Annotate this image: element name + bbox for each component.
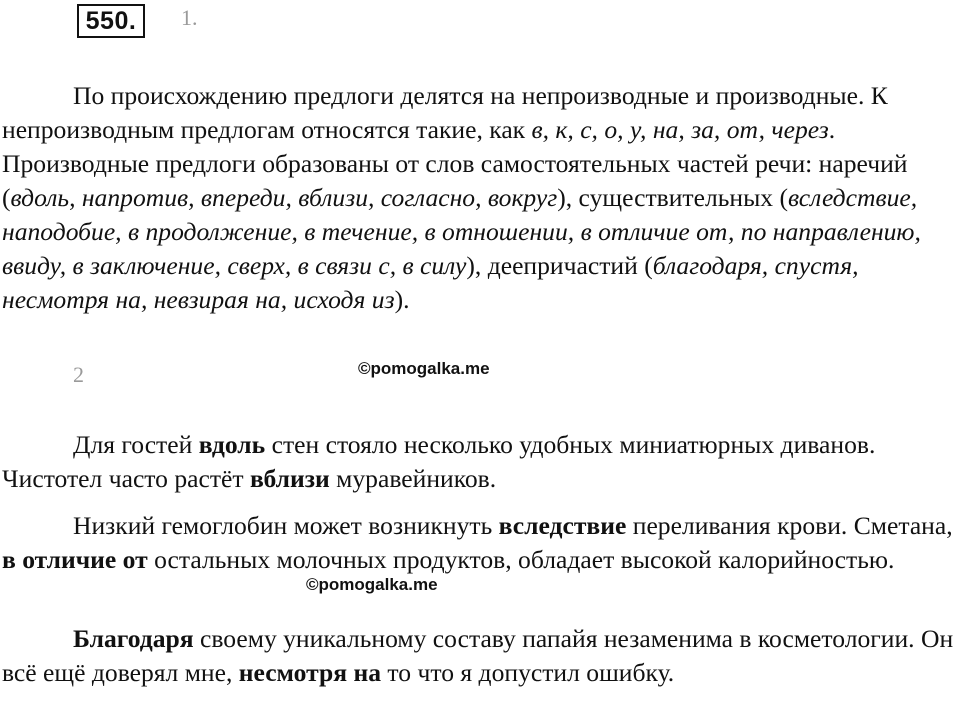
part-2-paragraph-3	[2, 622, 956, 690]
text-segment: . Производные предлоги образованы от слов самостоятельных частей речи: наречий (	[2, 115, 908, 212]
watermark: ©pomogalka.me	[306, 575, 438, 594]
watermark: ©pomogalka.me	[358, 359, 490, 378]
part-2-paragraph-1	[2, 428, 956, 496]
text-segment: своему уникальному составу папайя незаменима в косметологии. Он всё ещё доверял мне,	[2, 624, 954, 687]
example-list-nonderivative: в, к, с, о, у, на, за, от, через	[531, 115, 829, 144]
text-segment: переливания крови. Сметана,	[626, 511, 953, 540]
preposition-highlight: несмотря на	[238, 658, 382, 687]
text-segment: Низкий гемоглобин может возникнуть	[73, 511, 499, 540]
text-segment: ), деепричастий (	[466, 251, 653, 280]
part-2-marker: 2	[73, 362, 84, 387]
text-segment: остальных молочных продуктов, обладает высокой калорийностью.	[147, 545, 895, 574]
preposition-highlight: вдоль	[198, 430, 266, 459]
exercise-number: 550.	[77, 4, 145, 38]
text-segment: то что я допустил ошибку.	[381, 658, 675, 687]
text-segment: По происхождению предлоги делятся на непроизводные и производные. К непроизводным предлогам относятся такие, как	[2, 81, 888, 144]
part-1-marker: 1.	[181, 5, 198, 30]
example-list-adverbs: вдоль, напротив, впереди, вблизи, согласно, вокруг	[10, 183, 558, 212]
preposition-highlight: Благодаря	[73, 624, 194, 653]
text-segment: ).	[394, 285, 410, 314]
text-segment: стен стояло несколько удобных миниатюрных диванов. Чистотел часто растёт	[2, 430, 876, 493]
preposition-highlight: в отличие от	[2, 545, 148, 574]
text-segment: Для гостей	[73, 430, 199, 459]
preposition-highlight: вблизи	[250, 464, 330, 493]
preposition-highlight: вследствие	[498, 511, 627, 540]
example-list-nouns: вследствие, наподобие, в продолжение, в течение, в отношении, в отличие от, по направлению, ввиду, в заключение, сверх, в связи с, в силу	[2, 183, 921, 280]
text-segment: муравейников.	[329, 464, 497, 493]
part-1-paragraph	[2, 79, 956, 317]
example-list-gerunds: благодаря, спустя, несмотря на, невзирая на, исходя из	[2, 251, 859, 314]
part-2-paragraph-2	[2, 509, 956, 577]
text-segment: ), существительных (	[557, 183, 789, 212]
